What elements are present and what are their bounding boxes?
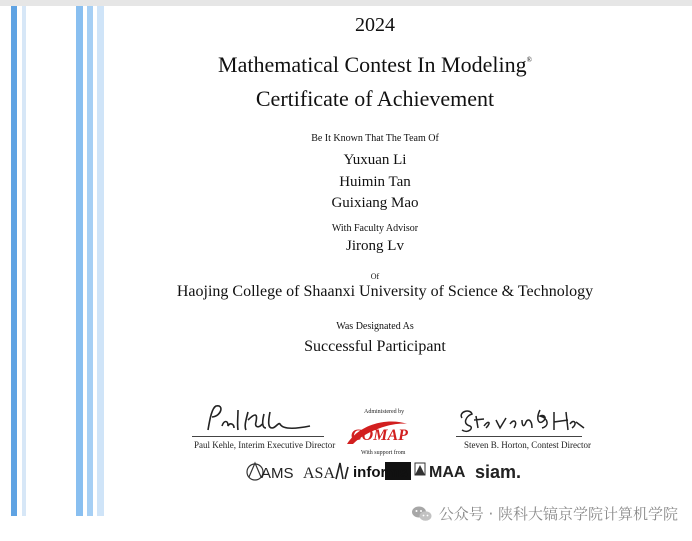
right-signatory: Steven B. Horton, Contest Director	[464, 440, 591, 450]
designation: Successful Participant	[304, 338, 446, 355]
right-signature	[456, 404, 586, 438]
team-member: Guixiang Mao	[331, 195, 419, 211]
sponsor-maa: MAA	[429, 464, 466, 481]
advisor-name: Jirong Lv	[346, 238, 404, 254]
institution-name: Haojing College of Shaanxi University of Science & Technology	[176, 283, 594, 300]
of-label: Of	[370, 272, 380, 281]
sponsor-siam: siam.	[475, 462, 522, 482]
sponsor-asa: ASA	[303, 465, 336, 482]
sponsor-informs: informs	[353, 464, 409, 481]
support-label: With support from	[361, 450, 406, 456]
left-signatory: Paul Kehle, Interim Executive Director	[194, 440, 336, 450]
decorative-stripe	[97, 6, 104, 516]
contest-title	[110, 52, 640, 78]
comap-logo	[343, 414, 411, 448]
watermark-text: 公众号 · 陕科大镐京学院计算机学院	[438, 505, 678, 523]
intro-text: Be It Known That The Team Of	[311, 133, 439, 144]
wechat-icon	[411, 505, 433, 523]
designation-label: Was Designated As	[336, 321, 414, 332]
decorative-stripe	[22, 6, 26, 516]
decorative-stripe	[87, 6, 93, 516]
decorative-stripe	[76, 6, 83, 516]
contest-name: Mathematical Contest In Modeling	[218, 52, 527, 77]
sponsor-ams: AMS	[261, 465, 294, 482]
left-signature-line	[192, 436, 324, 437]
right-signature-line	[456, 436, 582, 437]
sponsor-logos	[245, 457, 545, 485]
left-signature	[200, 400, 320, 436]
certificate-title: Certificate of Achievement	[255, 86, 495, 111]
year: 2024	[355, 14, 395, 36]
team-member: Yuxuan Li	[343, 152, 407, 168]
watermark	[411, 503, 678, 524]
registered-mark: ®	[526, 56, 532, 64]
team-member: Huimin Tan	[339, 174, 411, 190]
decorative-stripe	[11, 6, 17, 516]
comap-logo-text: COMAP	[351, 427, 408, 444]
administered-by-label: Administered by	[364, 409, 405, 415]
advisor-label: With Faculty Advisor	[331, 223, 419, 234]
